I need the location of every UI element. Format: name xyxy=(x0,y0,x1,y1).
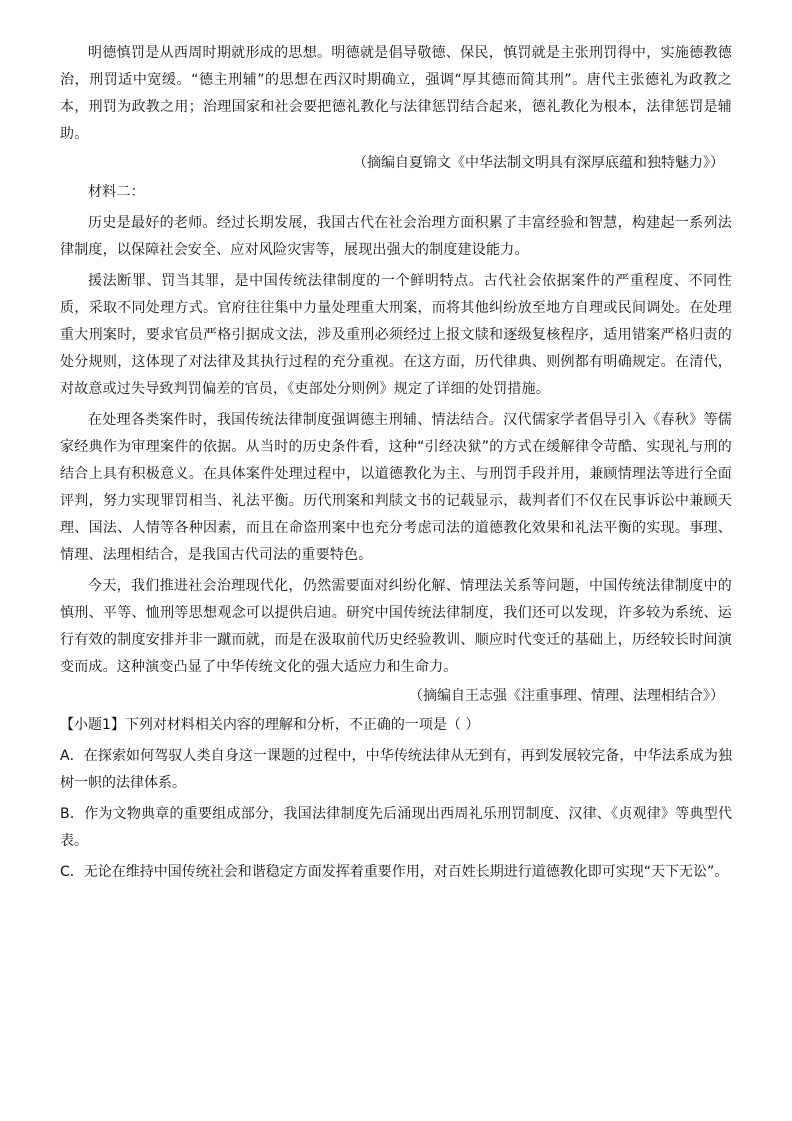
material2-paragraph: 历史是最好的老师。经过长期发展，我国古代在社会治理方面积累了丰富经验和智慧，构建起一系列法律制度，以保障社会安全、应对风险灾害等，展现出强大的制度建设能力。 xyxy=(60,215,732,258)
material2-heading: 材料二： xyxy=(88,184,145,200)
material1-source: （摘编自夏锦文《中华法制文明具有深厚底蕴和独特魅力》） xyxy=(353,155,724,171)
material1-paragraph: 明德慎罚是从西周时期就形成的思想。明德就是倡导敬德、保民，慎罚就是主张刑罚得中，实施德教德治，刑罚适中宽缓。“德主刑辅”的思想在西汉时期确立，强调“厚其德而简其刑”。唐代主张德礼为政教之本，刑罚为政教之用；治理国家和社会要把德礼教化与法律惩罚结合起来，德礼教化为根本，法律惩罚是辅助。 xyxy=(60,45,732,142)
option-c: C．无论在维持中国传统社会和谐稳定方面发挥着重要作用，对百姓长期进行道德教化即可实现“天下无讼”。 xyxy=(60,864,729,880)
material2-paragraph: 援法断罪、罚当其罪，是中国传统法律制度的一个鲜明特点。古代社会依据案件的严重程度、不同性质，采取不同处理方式。官府往往集中力量处理重大刑案，而将其他纠纷放至地方自理或民间调处。在处理重大刑案时，要求官员严格引据成文法，涉及重刑必须经过上报文牍和逐级复核程序，适用错案严格归责的处分规则，这体现了对法律及其执行过程的充分重视。在这方面，历代律典、则例都有明确规定。在清代，对故意或过失导致判罚偏差的官员，《吏部处分则例》规定了详细的处罚措施。 xyxy=(60,273,732,397)
document-page xyxy=(60,40,732,886)
option-a: A．在探索如何驾驭人类自身这一课题的过程中，中华传统法律从无到有，再到发展较完备，中华法系成为独树一帜的法律体系。 xyxy=(60,748,732,791)
question-stem: 【小题1】下列对材料相关内容的理解和分析，不正确的一项是（ ） xyxy=(60,717,480,733)
material2-paragraph: 在处理各类案件时，我国传统法律制度强调德主刑辅、情法结合。汉代儒家学者倡导引入《春秋》等儒家经典作为审理案件的依据。从当时的历史条件看，这种“引经决狱”的方式在缓解律令苛酷、实现礼与刑的结合上具有积极意义。在具体案件处理过程中，以道德教化为主、与刑罚手段并用，兼顾情理法等进行全面评判，努力实现罪罚相当、礼法平衡。历代刑案和判牍文书的记载显示，裁判者们不仅在民事诉讼中兼顾天理、国法、人情等各种因素，而且在命盗刑案中也充分考虑司法的道德教化效果和礼法平衡的实现。事理、情理、法理相结合，是我国古代司法的重要特色。 xyxy=(60,412,732,563)
material2-paragraph: 今天，我们推进社会治理现代化，仍然需要面对纠纷化解、情理法关系等问题，中国传统法律制度中的慎刑、平等、恤刑等思想观念可以提供启迪。研究中国传统法律制度，我们还可以发现，许多较为系统、运行有效的制度安排并非一蹴而就，而是在汲取前代历史经验教训、顺应时代变迁的基础上，历经较长时间演变而成。这种演变凸显了中华传统文化的强大适应力和生命力。 xyxy=(60,578,732,675)
option-b: B．作为文物典章的重要组成部分，我国法律制度先后涌现出西周礼乐刑罚制度、汉律、《贞观律》等典型代表。 xyxy=(60,806,732,849)
material2-source: （摘编自王志强《注重事理、情理、法理相结合》） xyxy=(409,688,724,704)
